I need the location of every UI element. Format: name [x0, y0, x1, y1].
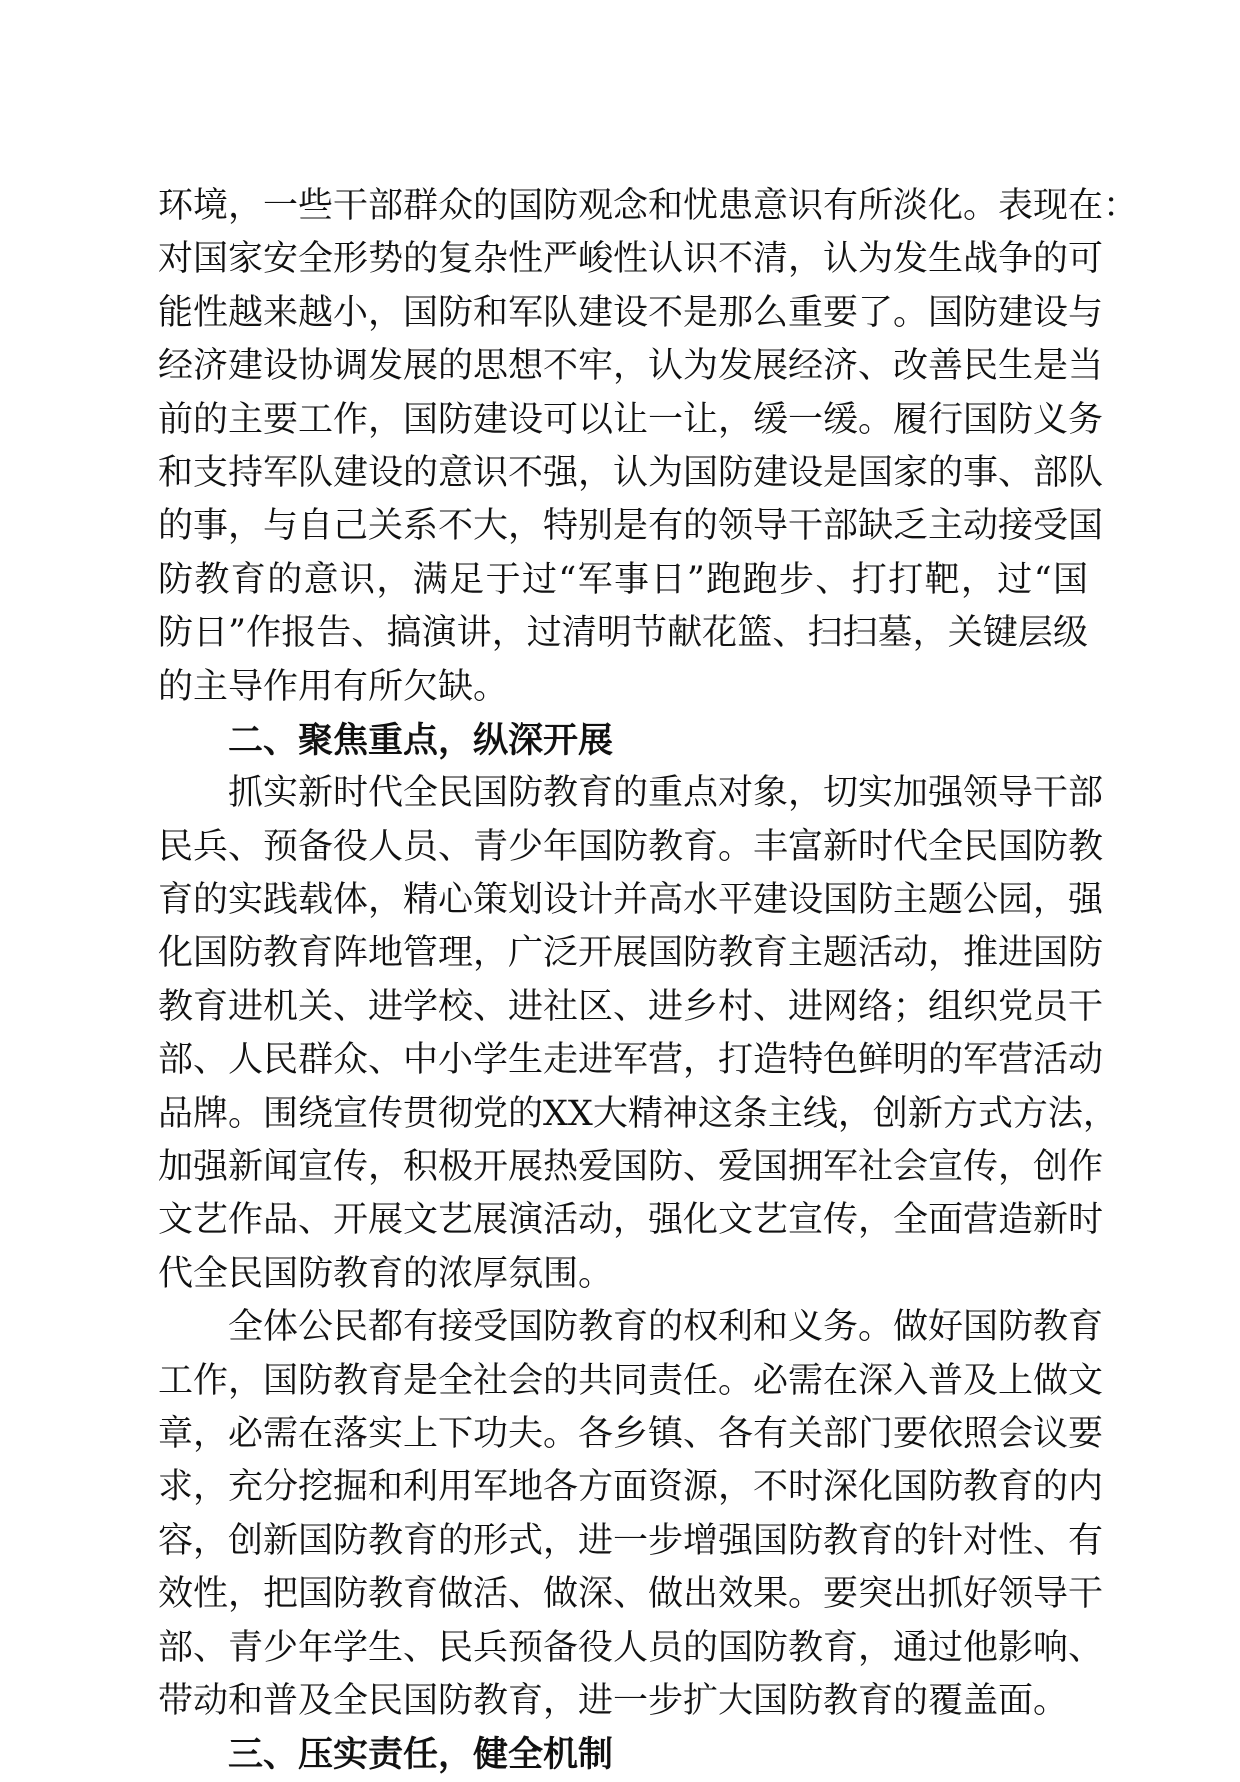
- paragraph-line: 文艺作品、开展文艺展演活动，强化文艺宣传，全面营造新时: [158, 1200, 1104, 1241]
- paragraph-line: 防日”作报告、搞演讲，过清明节献花篮、扫扫墓，关键层级: [158, 613, 1088, 654]
- paragraph-national-defense-awareness: [158, 180, 1139, 714]
- paragraph-line: 全体公民都有接受国防教育的权利和义务。做好国防教育: [228, 1307, 1104, 1348]
- paragraph-line: 代全民国防教育的浓厚氛围。: [158, 1253, 614, 1294]
- paragraph-line: 能性越来越小，国防和军队建设不是那么重要了。国防建设与: [158, 292, 1104, 333]
- paragraph-line: 部、人民群众、中小学生走进军营，打造特色鲜明的军营活动: [158, 1040, 1104, 1081]
- paragraph-line: 的主导作用有所欠缺。: [158, 666, 509, 707]
- paragraph-line: 工作，国防教育是全社会的共同责任。必需在深入普及上做文: [158, 1360, 1104, 1401]
- paragraph-line: 育的实践载体，精心策划设计并高水平建设国防主题公园，强: [158, 880, 1104, 921]
- paragraph-focus-priorities: [158, 767, 1118, 1301]
- paragraph-line: 章，必需在落实上下功夫。各乡镇、各有关部门要依照会议要: [158, 1413, 1104, 1454]
- paragraph-line: 效性，把国防教育做活、做深、做出效果。要突出抓好领导干: [158, 1574, 1104, 1615]
- paragraph-line: 化国防教育阵地管理，广泛开展国防教育主题活动，推进国防: [158, 933, 1104, 974]
- section-heading-2: 二、聚焦重点，纵深开展: [228, 719, 614, 761]
- paragraph-line: 防教育的意识，满足于过“军事日”跑跑步、打打靶，过“国: [158, 559, 1088, 600]
- paragraph-line: 容，创新国防教育的形式，进一步增强国防教育的针对性、有: [158, 1520, 1104, 1561]
- paragraph-line: 经济建设协调发展的思想不牢，认为发展经济、改善民生是当: [158, 346, 1104, 387]
- section-heading-3: 三、压实责任，健全机制: [228, 1734, 614, 1776]
- paragraph-line: 部、青少年学生、民兵预备役人员的国防教育，通过他影响、: [158, 1627, 1104, 1668]
- paragraph-line: 对国家安全形势的复杂性严峻性认识不清，认为发生战争的可: [158, 239, 1104, 280]
- paragraph-line: 民兵、预备役人员、青少年国防教育。丰富新时代全民国防教: [158, 826, 1104, 867]
- paragraph-line: 教育进机关、进学校、进社区、进乡村、进网络；组织党员干: [158, 986, 1104, 1027]
- paragraph-line: 带动和普及全民国防教育，进一步扩大国防教育的覆盖面。: [158, 1680, 1069, 1721]
- paragraph-line: 和支持军队建设的意识不强，认为国防建设是国家的事、部队: [158, 452, 1104, 493]
- paragraph-line: 求，充分挖掘和利用军地各方面资源，不时深化国防教育的内: [158, 1467, 1104, 1508]
- paragraph-citizen-rights-duties: [158, 1301, 1104, 1728]
- paragraph-line: 前的主要工作，国防建设可以让一让，缓一缓。履行国防义务: [158, 399, 1104, 440]
- paragraph-line: 抓实新时代全民国防教育的重点对象，切实加强领导干部: [228, 773, 1104, 814]
- document-page: [158, 180, 1139, 1782]
- paragraph-line: 品牌。围绕宣传贯彻党的XX大精神这条主线，创新方式方法，: [158, 1093, 1118, 1134]
- paragraph-line: 加强新闻宣传，积极开展热爱国防、爱国拥军社会宣传，创作: [158, 1147, 1104, 1188]
- paragraph-line: 环境，一些干部群众的国防观念和忧患意识有所淡化。表现在：: [158, 186, 1139, 226]
- paragraph-line: 的事，与自己关系不大，特别是有的领导干部缺乏主动接受国: [158, 506, 1104, 547]
